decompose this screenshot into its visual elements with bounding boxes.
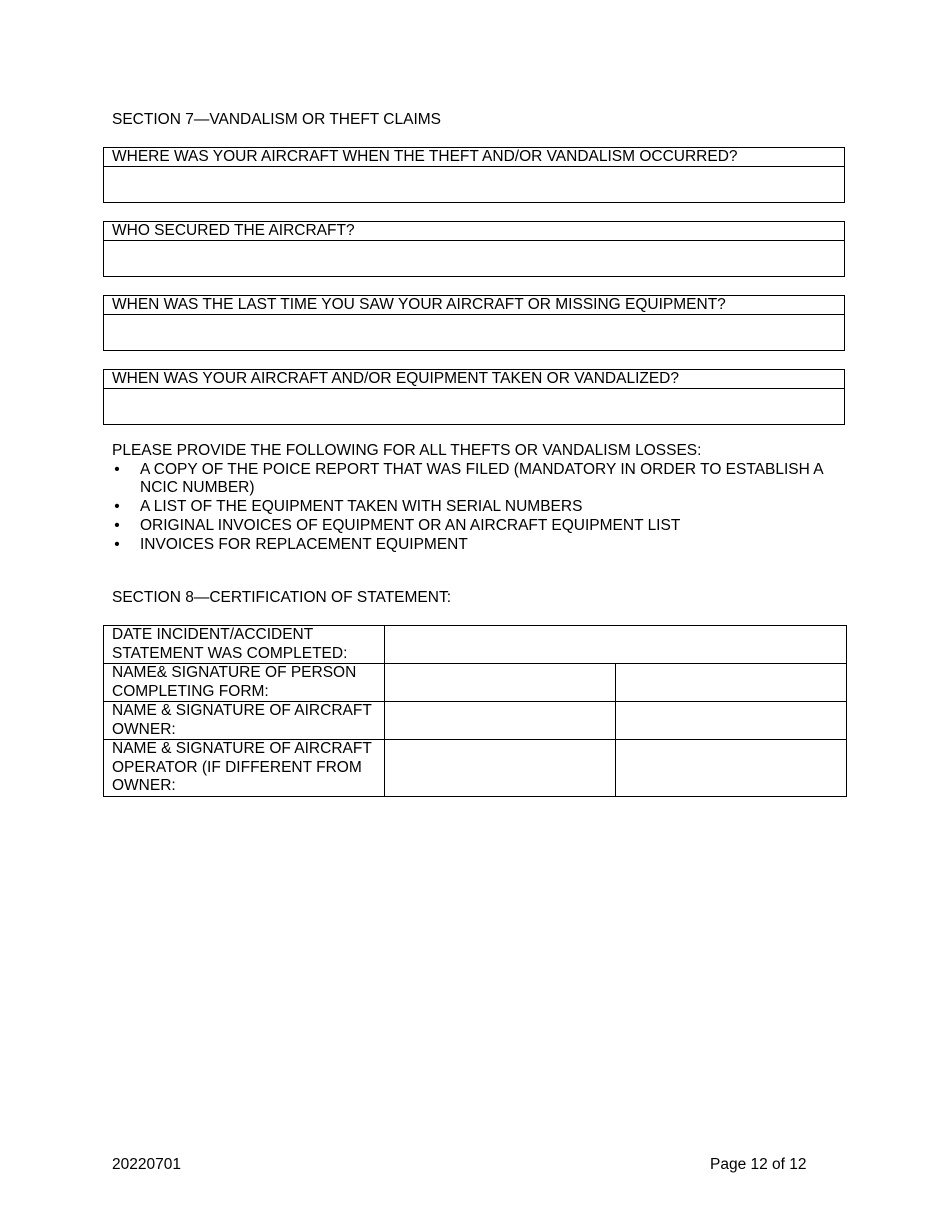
row-label: NAME & SIGNATURE OF AIRCRAFT OWNER: xyxy=(104,702,385,740)
bullet-icon: • xyxy=(114,536,120,553)
row-label: DATE INCIDENT/ACCIDENT STATEMENT WAS COMPLETED: xyxy=(104,626,385,664)
question-label: WHEN WAS YOUR AIRCRAFT AND/OR EQUIPMENT TAKEN OR VANDALIZED? xyxy=(104,370,844,389)
list-item-text: INVOICES FOR REPLACEMENT EQUIPMENT xyxy=(140,536,468,553)
question-label: WHERE WAS YOUR AIRCRAFT WHEN THE THEFT AND/OR VANDALISM OCCURRED? xyxy=(104,148,844,167)
list-item xyxy=(112,498,842,516)
row-label: NAME& SIGNATURE OF PERSON COMPLETING FORM: xyxy=(104,664,385,702)
required-documents-intro: PLEASE PROVIDE THE FOLLOWING FOR ALL THEFTS OR VANDALISM LOSSES: xyxy=(112,442,702,459)
section-8-title: SECTION 8—CERTIFICATION OF STATEMENT: xyxy=(112,589,452,606)
name-field[interactable] xyxy=(385,740,616,797)
required-documents-list xyxy=(112,461,842,555)
question-label: WHEN WAS THE LAST TIME YOU SAW YOUR AIRCRAFT OR MISSING EQUIPMENT? xyxy=(104,296,844,315)
table-row xyxy=(104,626,847,664)
row-label: NAME & SIGNATURE OF AIRCRAFT OPERATOR (IF DIFFERENT FROM OWNER: xyxy=(104,740,385,797)
signature-field[interactable] xyxy=(616,740,847,797)
bullet-icon: • xyxy=(114,517,120,534)
question-label: WHO SECURED THE AIRCRAFT? xyxy=(104,222,844,241)
form-code: 20220701 xyxy=(112,1156,181,1173)
signature-field[interactable] xyxy=(616,664,847,702)
list-item xyxy=(112,517,842,535)
list-item-text: A COPY OF THE POICE REPORT THAT WAS FILED (MANDATORY IN ORDER TO ESTABLISH A NCIC NUMBER) xyxy=(140,461,823,496)
list-item xyxy=(112,461,842,497)
list-item xyxy=(112,536,842,554)
certification-table xyxy=(103,625,847,797)
question-box-location xyxy=(103,147,845,203)
table-row xyxy=(104,740,847,797)
page-number: Page 12 of 12 xyxy=(710,1156,807,1173)
bullet-icon: • xyxy=(114,498,120,515)
signature-field[interactable] xyxy=(616,702,847,740)
date-completed-field[interactable] xyxy=(385,626,847,664)
table-row xyxy=(104,664,847,702)
list-item-text: ORIGINAL INVOICES OF EQUIPMENT OR AN AIRCRAFT EQUIPMENT LIST xyxy=(140,517,681,534)
answer-field-last-seen[interactable] xyxy=(104,315,844,351)
name-field[interactable] xyxy=(385,664,616,702)
table-row xyxy=(104,702,847,740)
answer-field-date-taken[interactable] xyxy=(104,389,844,425)
answer-field-location[interactable] xyxy=(104,167,844,203)
section-7-title: SECTION 7—VANDALISM OR THEFT CLAIMS xyxy=(112,111,442,128)
question-box-secured-by xyxy=(103,221,845,277)
bullet-icon: • xyxy=(114,461,120,478)
question-box-last-seen xyxy=(103,295,845,351)
name-field[interactable] xyxy=(385,702,616,740)
answer-field-secured-by[interactable] xyxy=(104,241,844,277)
question-box-date-taken xyxy=(103,369,845,425)
list-item-text: A LIST OF THE EQUIPMENT TAKEN WITH SERIAL NUMBERS xyxy=(140,498,583,515)
